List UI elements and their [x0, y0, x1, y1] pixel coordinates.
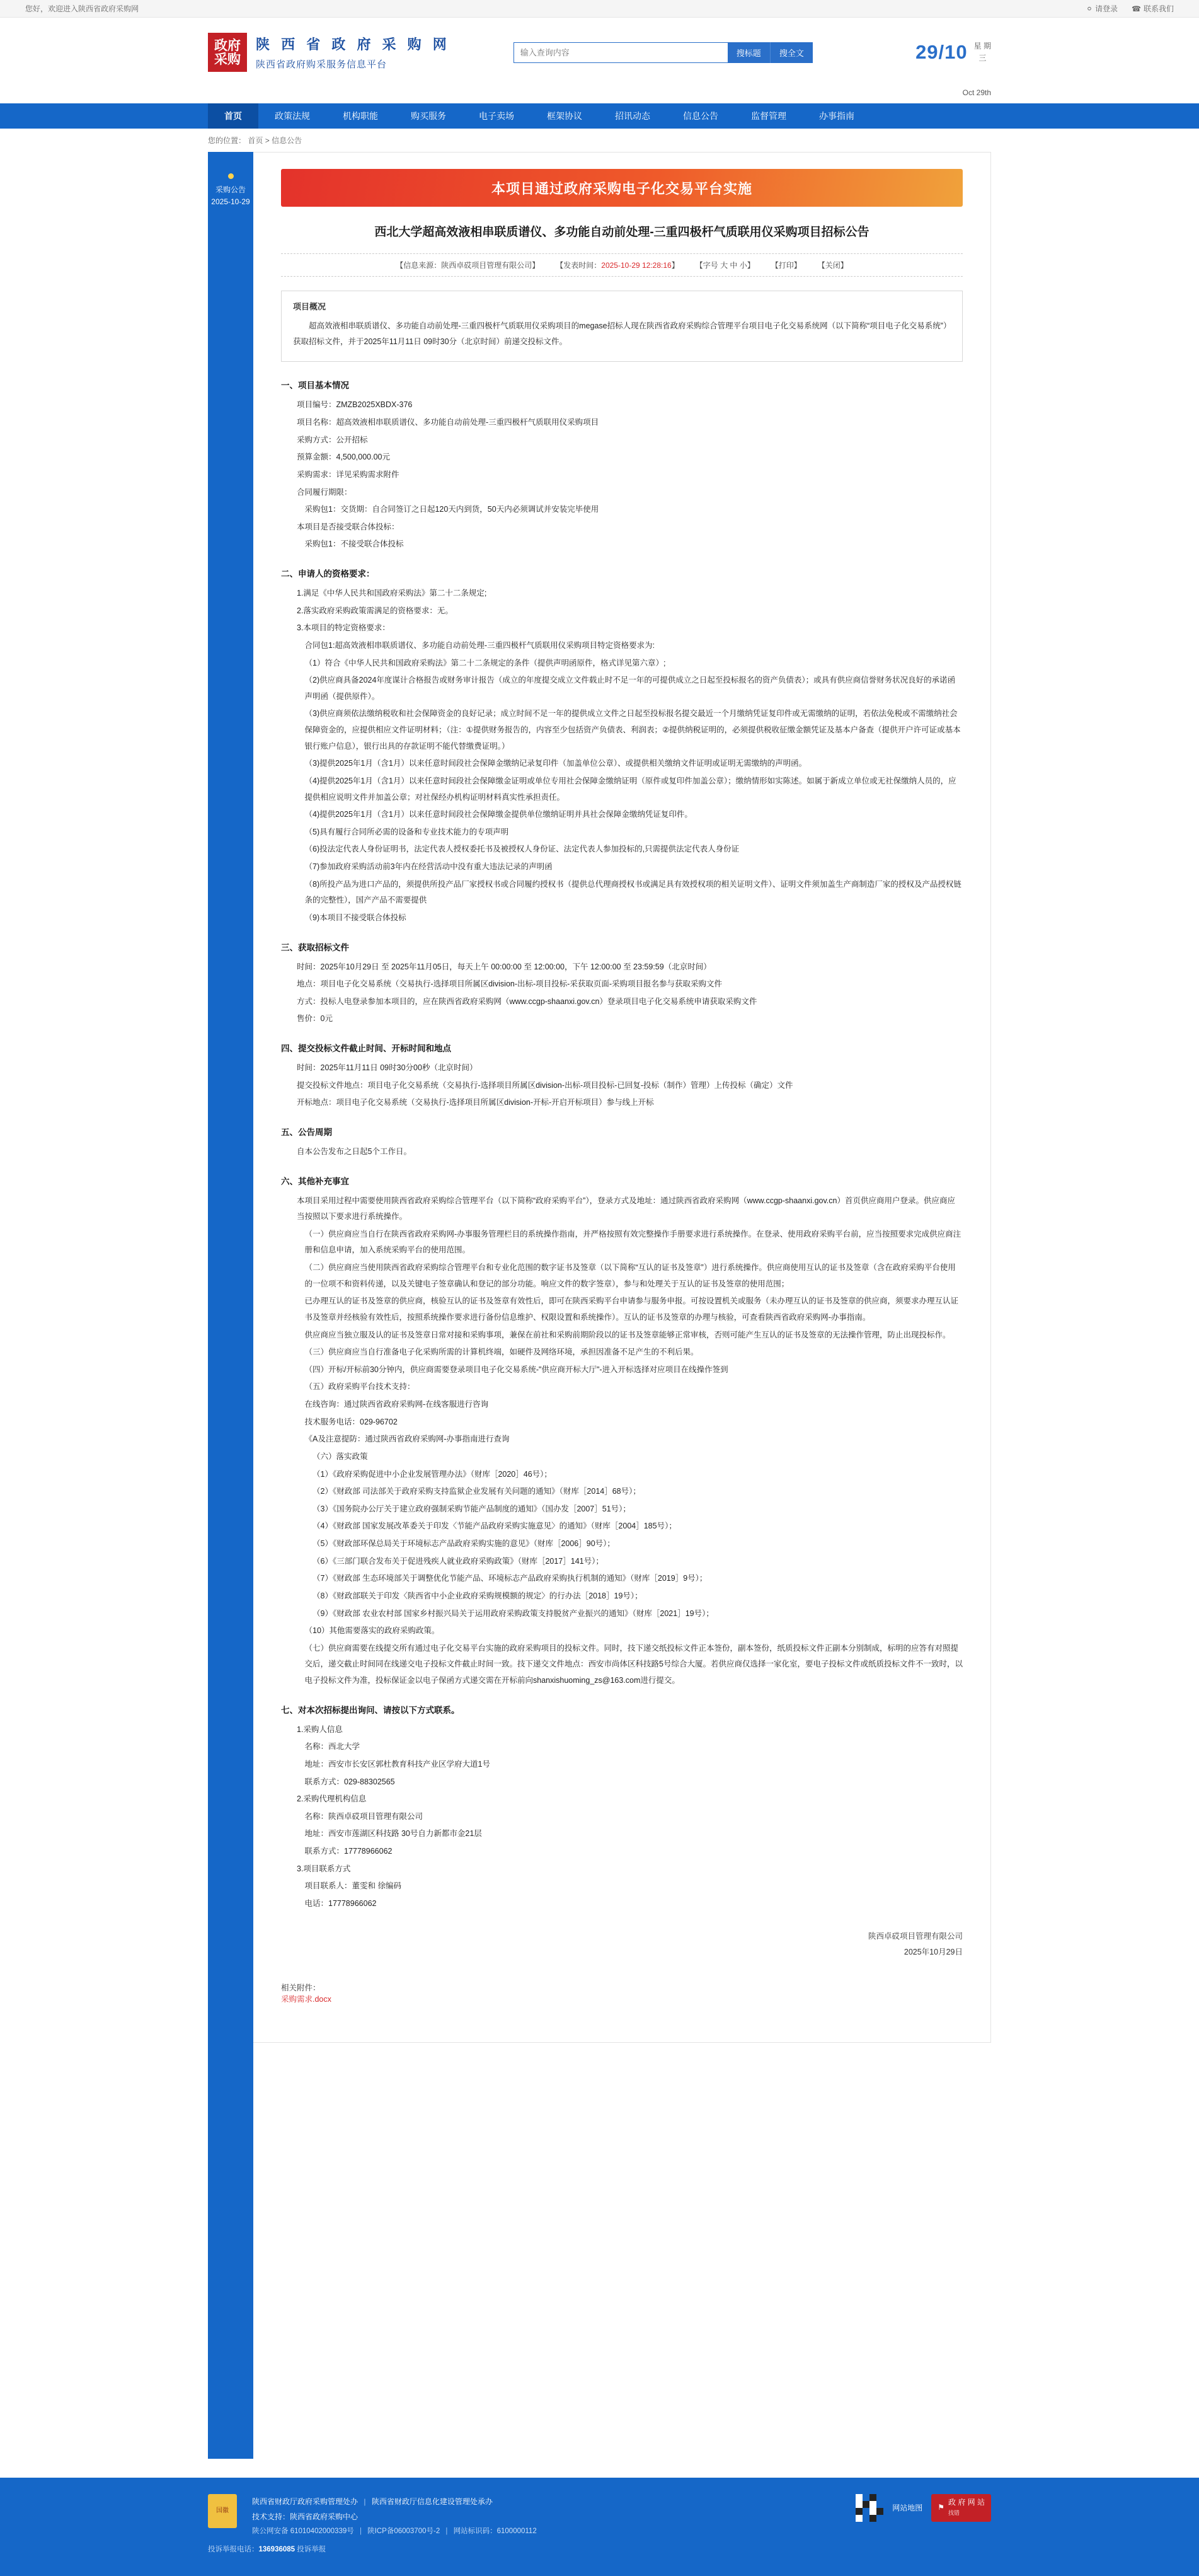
- body-paragraph: （2)供应商具备2024年度谋计合格报告或财务审计报告（成立的年度提交成立文件载止时不足一年的可提供成立之日起至投标报名的资产负债表）；或具有供应商信誉财务状况良好的承诺函声明函（提供原件）。: [304, 676, 956, 701]
- body-paragraph: 地址：西安市莲湖区科技路 30号自力新都市金21层: [304, 1829, 482, 1839]
- sidebar-item-label: 采购公告: [215, 185, 246, 194]
- page-title: 西北大学超高效液相串联质谱仪、多功能自动前处理-三重四极杆气质联用仪采购项目招标公告: [374, 226, 869, 239]
- body-paragraph: 采购方式：公开招标: [297, 435, 368, 444]
- meta-time-end: 】: [671, 261, 679, 270]
- body-paragraph: 项目联系人：董雯和 徐编码: [304, 1881, 401, 1891]
- body-paragraph: 本项目采用过程中需要使用陕西省政府采购综合管理平台（以下简称“政府采购平台”），登录方式及地址：通过陕西省政府采购网（www.ccgp-shaanxi.gov.cn）首页供应商用户登录。供应商应当按照以下要求进行系统操作。: [297, 1196, 955, 1222]
- meta-time-value: 2025-10-29 12:28:16: [601, 261, 672, 270]
- body-paragraph: 开标地点：项目电子化交易系统（交易执行-选择项目所属区division-开标-开启开标项目）参与线上开标: [297, 1098, 654, 1107]
- nav-item-announcements[interactable]: 信息公告: [683, 111, 718, 121]
- summary-text: 超高效液相串联质谱仪、多功能自动前处理-三重四极杆气质联用仪采购项目的megase招标人现在陕西省政府采购综合管理平台项目电子化交易系统网（以下简称“项目电子化交易系统”）获取招标文件，并于2025年11月11日 09时30分（北京时间）前递交投标文件。: [293, 321, 948, 347]
- gov-site-line1: 政 府 网 站: [948, 2498, 985, 2507]
- main-nav: [0, 103, 1199, 129]
- sidebar-item-announcement[interactable]: [208, 173, 253, 208]
- signature-company: 陕西卓砹项目管理有限公司: [868, 1931, 963, 1941]
- article-content: [253, 152, 991, 2043]
- body-paragraph: 2.落实政府采购政策需满足的资格要求：无。: [297, 606, 453, 615]
- logo-title: 陕 西 省 政 府 采 购 网: [256, 37, 450, 52]
- body-paragraph: （3）《国务院办公厅关于建立政府强制采购节能产品制度的通知》（国办发［2007］51号）；: [313, 1504, 631, 1513]
- summary-title: 项目概况: [293, 302, 326, 312]
- article-meta: [281, 253, 963, 277]
- section-heading: 一、项目基本情况: [281, 381, 349, 391]
- report-phone-number: 136936085: [258, 2546, 295, 2553]
- page-body: [0, 152, 1199, 2459]
- body-paragraph: 采购需求：详见采购需求附件: [297, 470, 399, 479]
- body-paragraph: （4)提供2025年1月（含1月）以来任意时间段社会保障缴金提供单位缴纳证明并具社会保障金缴纳凭证复印件。: [304, 810, 692, 819]
- body-paragraph: 《A及注意提防：通过陕西省政府采购网-办事指南进行查询: [304, 1435, 510, 1444]
- body-paragraph: 项目名称：超高效液相串联质谱仪、多功能自动前处理-三重四极杆气质联用仪采购项目: [297, 418, 599, 427]
- attachment-list: [281, 1993, 963, 2004]
- site-logo[interactable]: [208, 33, 450, 72]
- bullet-icon: [228, 173, 234, 179]
- body-paragraph: 已办理互认的证书及签章的供应商，核验互认的证书及签章有效性后，即可在陕西采购平台申请参与服务申报。可按设置机关或服务（未办理互认的证书及签章的供应商，须要求办理互认证书及签章并经核验有效性后，按照系统操作要求进行备份信息维护、权限设置和系统操作）。互认的证书及签章的办理与核验，可查看陕西省政府采购网-办事指南。: [304, 1297, 959, 1322]
- body-paragraph: （3)供应商须依法缴纳税收和社会保障资金的良好记录；成立时间不足一年的提供成立文件之日起至投标报名提交最近一个月缴纳凭证复印件或无需缴纳的证明，若依法免税或不需缴纳社会保障资金的，应提供相应文件证明材料；（注：①提供财务报告的，内容至少包括资产负债表、利润表；②提供纳税证明的，必须提供税收征缴金额凭证及基本户备查（提供开户许可证或基本银行账户信息），银行出具的存款证明不能代替缴费证明。）: [304, 709, 961, 751]
- body-paragraph: 在线咨询：通过陕西省政府采购网-在线客服进行咨询: [304, 1400, 489, 1409]
- meta-source-label: 【信息来源：: [396, 261, 442, 270]
- body-paragraph: （9)本项目不接受联合体投标: [304, 913, 406, 922]
- nav-item-guide[interactable]: 办事指南: [819, 111, 854, 121]
- body-paragraph: （5）《财政部环保总局关于环境标志产品政府采购实施的意见》（财库［2006］90号）；: [313, 1539, 615, 1549]
- nav-item-emall[interactable]: 电子卖场: [479, 111, 514, 121]
- report-phone-suffix: 投诉举报: [297, 2546, 326, 2553]
- footer-org-line1: 陕西省财政厅政府采购管理处办: [252, 2497, 359, 2506]
- nav-item-purchase-service[interactable]: 购买服务: [411, 111, 446, 121]
- logo-mark-icon: [208, 33, 247, 72]
- body-paragraph: 本项目是否接受联合体投标：: [297, 522, 399, 531]
- signature-block: [281, 1929, 963, 1960]
- body-paragraph: 项目编号：ZMZB2025XBDX-376: [297, 400, 413, 410]
- body-paragraph: （6）《三部门联合发布关于促进残疾人就业政府采购政策》（财库［2017］141号）；: [313, 1556, 604, 1566]
- logo-mark-line1: 政府: [214, 37, 241, 53]
- body-paragraph: （4)提供2025年1月（含1月）以来任意时间段社会保障缴金证明或单位专用社会保障金缴纳证明（原件或复印件加盖公章）；缴纳情形如实陈述。如属于新成立单位或无社保缴纳人员的，应提供相应说明文件并加盖公章；对社保经办机构证明材料真实性承担责任。: [304, 776, 956, 802]
- footer-separator: |: [364, 2497, 366, 2506]
- breadcrumb: [0, 129, 1199, 152]
- footer-separator-2: |: [359, 2527, 362, 2535]
- contact-label: 联系我们: [1143, 4, 1174, 13]
- phone-icon: ☎: [1132, 4, 1141, 13]
- gov-site-line2: 找错: [948, 2510, 960, 2516]
- body-paragraph: （2）《财政部 司法部关于政府采购支持监狱企业发展有关问题的通知》（财库［2014］68号）；: [313, 1487, 641, 1496]
- body-paragraph: 3.本项目的特定资格要求：: [297, 623, 390, 633]
- login-label: 请登录: [1095, 4, 1118, 13]
- body-paragraph: 技术服务电话：029-96702: [304, 1417, 398, 1426]
- nav-item-functions[interactable]: 机构职能: [343, 111, 378, 121]
- site-footer: [0, 2478, 1199, 2576]
- week-day: 三: [978, 54, 987, 62]
- meta-source-end: 】: [532, 261, 540, 270]
- body-paragraph: 预算金额：4,500,000.00元: [297, 453, 390, 462]
- body-paragraph: 2.采购代理机构信息: [297, 1794, 367, 1804]
- body-paragraph: （10）其他需要落实的政府采购政策。: [304, 1626, 440, 1636]
- body-paragraph: （9）《财政部 农业农村部 国家乡村振兴局关于运用政府采购政策支持脱贫产业振兴的通知》（财库［2021］19号）；: [313, 1609, 714, 1618]
- body-paragraph: （七）供应商需要在线提交所有通过电子化交易平台实施的政府采购项目的投标文件。同时，技下递交纸投标文件正本签份，副本签份，纸质投标文件正副本分别制成，标明的应答有对照提交后，递交截止时间同在线递交电子投标文件截止时间一致。技下递交文件地点：西安市尚体区科技路5号综合大厦。若供应商仅选择一家化室，要电子投标文件或纸质投标文件不一致时，以电子投标文件为准，投标保证金以电子保函方式递交需在开标前向shanxishuoming_zs@163.com进行提交。: [304, 1643, 963, 1685]
- footer-site-code: 网站标识码：6100000112: [453, 2527, 537, 2535]
- article-body: [281, 378, 963, 1912]
- body-paragraph: （7）《财政部 生态环境部关于调整优化节能产品、环境标志产品政府采购执行机制的通知》（财库［2019］9号）；: [313, 1574, 708, 1583]
- body-paragraph: （二）供应商应当使用陕西省政府采购综合管理平台和专业化范围的数字证书及签章（以下简称“互认的证书及签章”）进行系统操作。供应商使用互认的证书及签章（含在政府采购平台使用的一位项不和资料传递，以及关键电子签章确认和登记的部分功能。响应文件的数字签章），参与和处理关于互认的证书及签章的使用范围；: [304, 1263, 956, 1288]
- date-day: 29: [915, 41, 939, 63]
- body-paragraph: （7)参加政府采购活动前3年内在经营活动中没有重大违法记录的声明函: [304, 862, 553, 872]
- project-summary-box: [281, 291, 963, 362]
- body-paragraph: （五）政府采购平台技术支持：: [304, 1382, 415, 1392]
- body-paragraph: 名称：陕西卓砹项目管理有限公司: [304, 1811, 423, 1821]
- logo-subtitle: 陕西省政府购采服务信息平台: [256, 59, 387, 70]
- body-paragraph: （六）落实政策: [313, 1452, 368, 1461]
- close-button[interactable]: 【关闭】: [817, 261, 848, 270]
- body-paragraph: （三）供应商应当自行准备电子化采购所需的计算机终端，如硬件及网络环境，承担因准备不足产生的不利后果。: [304, 1348, 699, 1357]
- emblem-label: 国徽: [216, 2507, 229, 2514]
- greeting-text: 您好，欢迎进入陕西省政府采购网: [25, 4, 139, 13]
- body-paragraph: 合同履行期限：: [297, 487, 352, 497]
- print-button[interactable]: 【打印】: [771, 261, 801, 270]
- breadcrumb-prefix: 您的位置：: [208, 136, 246, 145]
- date-slash: /: [938, 41, 945, 63]
- body-paragraph: （3)提供2025年1月（含1月）以来任意时间段社会保障金缴纳记录复印件（加盖单位公章）、或提供相关缴纳文件证明或证明无需缴纳的声明函。: [304, 759, 807, 768]
- site-header: [0, 18, 1199, 87]
- national-emblem-icon: [208, 2494, 237, 2528]
- week-label: 星 期: [973, 41, 991, 50]
- body-paragraph: 联系方式：029-88302565: [304, 1777, 395, 1786]
- attachment-label: 相关附件：: [281, 1983, 321, 1992]
- date-english: Oct 29th: [962, 88, 991, 97]
- body-paragraph: 供应商应当独立服及认的证书及签章日常对接和采购事项，兼保在前社和采购前期阶段以的证书及签章能够正常审核，否则可能产生互认的证书及签章的无法操作管理，防止出现投标作。: [304, 1330, 951, 1339]
- nav-item-news[interactable]: 招讯动态: [615, 111, 650, 121]
- body-paragraph: 地址：西安市长安区郭杜教育科技产业区学府大道1号: [304, 1759, 490, 1769]
- logo-mark-line2: 采购: [214, 52, 241, 67]
- attachment-link[interactable]: 采购需求.docx: [281, 1994, 331, 2004]
- body-paragraph: 1.满足《中华人民共和国政府采购法》第二十二条规定;: [297, 589, 487, 598]
- report-icon: ⚑: [938, 2503, 944, 2512]
- body-paragraph: 方式：投标人电登录参加本项目的，应在陕西省政府采购网（www.ccgp-shaanxi.gov.cn）登录项目电子化交易系统申请获取采购文件: [297, 996, 757, 1006]
- section-heading: 六、其他补充事宜: [281, 1176, 349, 1186]
- section-heading: 四、提交投标文件截止时间、开标时间和地点: [281, 1044, 451, 1054]
- body-paragraph: （一）供应商应当自行在陕西省政府采购网-办事服务管理栏目的系统操作指南，并严格按照有效完整操作手册要求进行系统操作。在登录、使用政府采购平台前，应当按照要求完成供应商注册和信息申请，加入系统采购平台的使用范围。: [304, 1229, 961, 1255]
- report-phone-label: 投诉举报电话：: [208, 2546, 259, 2553]
- footer-support: 技术支持：陕西省政府采购中心: [252, 2512, 359, 2521]
- body-paragraph: 自本公告发布之日起5个工作日。: [297, 1146, 411, 1156]
- search-title-button[interactable]: 搜标题: [728, 42, 770, 63]
- breadcrumb-item-announcements[interactable]: 信息公告: [272, 136, 302, 145]
- font-size-control[interactable]: 【字号 大 中 小】: [695, 261, 755, 270]
- platform-banner: 本项目通过政府采购电子化交易平台实施: [281, 169, 963, 207]
- signature-date: 2025年10月29日: [904, 1947, 963, 1956]
- body-paragraph: 名称：西北大学: [304, 1742, 360, 1752]
- footer-org-line2: 陕西省财政厅信息化建设管理处承办: [371, 2497, 493, 2506]
- date-month: 10: [944, 41, 968, 63]
- footer-separator-3: |: [445, 2527, 448, 2535]
- nav-item-framework[interactable]: 框架协议: [547, 111, 582, 121]
- qr-code-icon: [856, 2494, 883, 2522]
- gov-site-report-button[interactable]: [931, 2494, 991, 2521]
- body-paragraph: 1.采购人信息: [297, 1724, 343, 1734]
- body-paragraph: （5)具有履行合同所必需的设备和专业技术能力的专项声明: [304, 827, 509, 836]
- body-paragraph: 采购包1：不接受联合体投标: [304, 540, 404, 549]
- body-paragraph: （四）开标/开标前30分钟内，供应商需要登录项目电子化交易系统-"供应商开标大厅"-进入开标选择对应项目在线操作签到: [304, 1365, 728, 1374]
- body-paragraph: （1）符合《中华人民共和国政府采购法》第二十二条规定的条件（提供声明函原件，格式详见第六章）;: [304, 658, 666, 667]
- login-link[interactable]: [1086, 3, 1118, 14]
- body-paragraph: （8)所投产品为进口产品的，须提供所投产品厂家授权书或合同履约授权书（提供总代理商授权书或满足具有效授权项的相关证明文件）、证明文件须加盖生产商制造厂家的授权及产品授权链条的完整性），国产产品不需要提供: [304, 879, 961, 905]
- section-heading: 三、获取招标文件: [281, 942, 349, 952]
- body-paragraph: 电话：17778966062: [304, 1898, 377, 1908]
- section-heading: 二、申请人的资格要求：: [281, 569, 375, 579]
- sidebar-item-date: 2025-10-29: [211, 197, 250, 207]
- breadcrumb-item-home[interactable]: 首页: [248, 136, 263, 145]
- section-heading: 七、对本次招标提出询问、请按以下方式联系。: [281, 1705, 460, 1715]
- body-paragraph: 售价：0元: [297, 1014, 333, 1024]
- body-paragraph: 3.项目联系方式: [297, 1864, 351, 1873]
- footer-icp: 陕ICP备06003700号-2: [367, 2527, 440, 2535]
- body-paragraph: （4）《财政部 国家发展改革委关于印发〈节能产品政府采购实施意见〉的通知》（财库［2004］185号）；: [313, 1522, 677, 1531]
- body-paragraph: （8）《财政部联关于印发〈陕西省中小企业政府采购规模额的规定〉的行办法［2018］19号）；: [313, 1591, 643, 1600]
- footer-police-record: 陕公网安备 61010402000339号: [252, 2527, 354, 2535]
- body-paragraph: 时间：2025年11月11日 09时30分00秒（北京时间）: [297, 1063, 478, 1073]
- search-input[interactable]: [513, 42, 728, 63]
- body-paragraph: 采购包1：交货期：自合同签订之日起120天内到货，50天内必须调试并安装完毕使用: [304, 505, 599, 514]
- search-area: [513, 42, 813, 63]
- body-paragraph: 提交投标文件地点：项目电子化交易系统（交易执行-选择项目所属区division-出标-项目投标-已回复-投标（制作）管理）上传投标（确定）文件: [297, 1080, 793, 1090]
- nav-item-home[interactable]: 首页: [208, 103, 258, 129]
- breadcrumb-sep: >: [265, 136, 270, 145]
- section-heading: 五、公告周期: [281, 1127, 332, 1137]
- body-paragraph: （6)投法定代表人身份证明书，法定代表人授权委托书及被授权人身份证、法定代表人参加投标的,只需提供法定代表人身份证: [304, 845, 740, 854]
- contact-link[interactable]: [1132, 3, 1174, 14]
- meta-source-value: 陕西卓砹项目管理有限公司: [441, 261, 532, 270]
- body-paragraph: （1）《政府采购促进中小企业发展管理办法》（财库［2020］46号）；: [313, 1469, 552, 1479]
- body-paragraph: 地点：项目电子化交易系统（交易执行-选择项目所属区division-出标-项目投标-采获取页面-采购项目报名参与获取采购文件: [297, 979, 723, 989]
- meta-time-label: 【发表时间：: [556, 261, 602, 270]
- sidebar: [208, 152, 253, 2459]
- search-fulltext-button[interactable]: 搜全文: [770, 42, 813, 63]
- body-paragraph: 联系方式：17778966062: [304, 1847, 393, 1856]
- top-bar: [0, 0, 1199, 18]
- body-paragraph: 时间：2025年10月29日 至 2025年11月05日，每天上午 00:00:00 至 12:00:00，下午 12:00:00 至 23:59:59（北京时间）: [297, 962, 711, 971]
- body-paragraph: 合同包1:超高效液相串联质谱仪、多功能自动前处理-三重四极杆气质联用仪采购项目特定资格要求为:: [304, 640, 655, 650]
- nav-item-supervision[interactable]: 监督管理: [751, 111, 786, 121]
- date-display: [915, 40, 991, 64]
- sitemap-link[interactable]: 网站地图: [892, 2504, 923, 2512]
- nav-item-policy[interactable]: 政策法规: [275, 111, 310, 121]
- user-icon: ⚪: [1086, 4, 1093, 13]
